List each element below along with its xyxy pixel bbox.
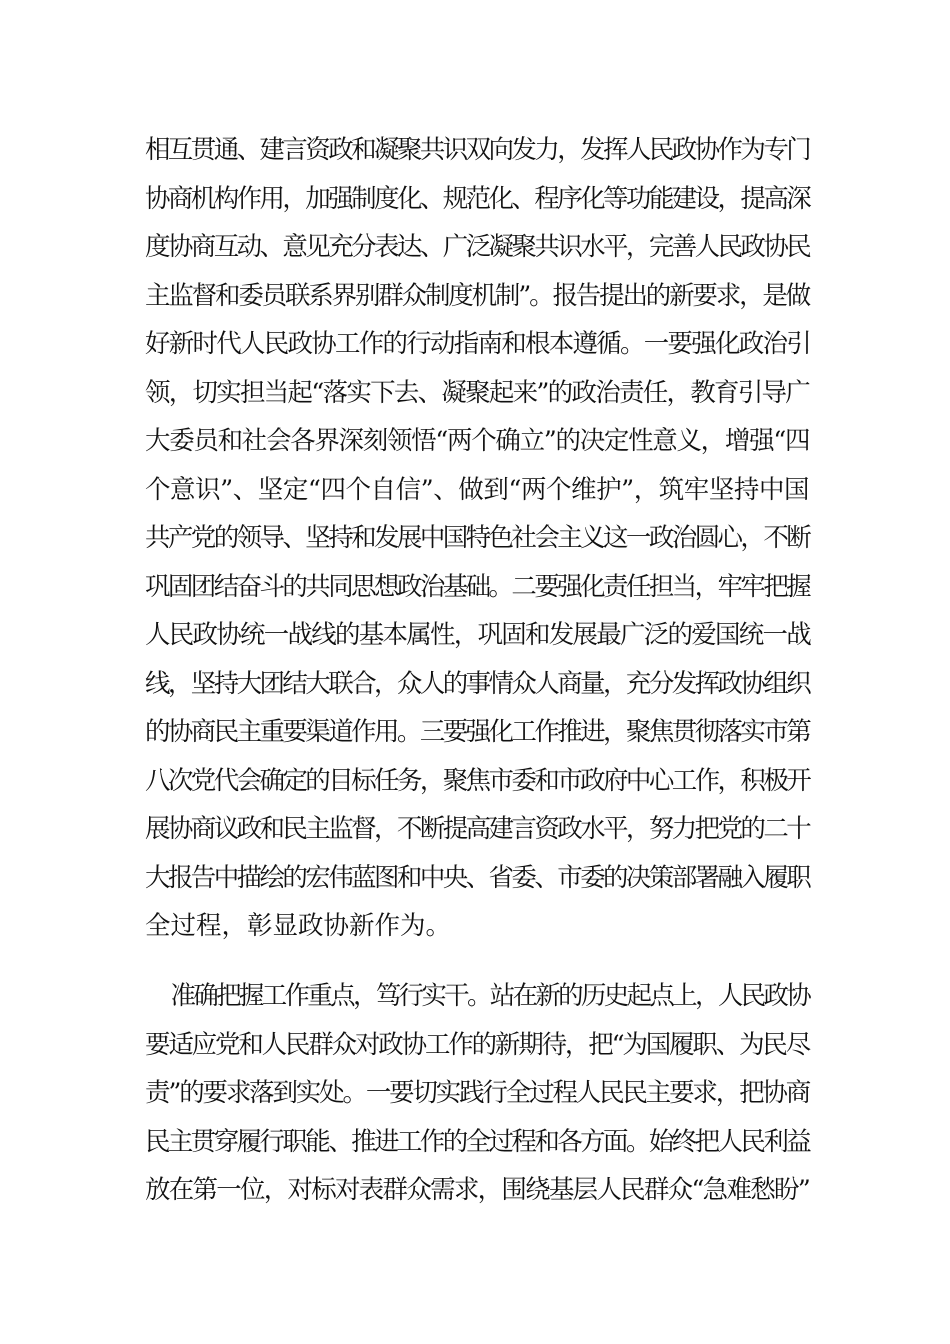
paragraph-line: 民主贯穿履行职能、推进工作的全过程和各方面。始终把人民利益: [145, 1126, 809, 1157]
paragraph-line: 准确把握工作重点，笃行实干。站在新的历史起点上，人民政协: [170, 981, 809, 1011]
paragraph-line: 人民政协统一战线的基本属性，巩固和发展最广泛的爱国统一战: [145, 620, 811, 650]
paragraph-line: 共产党的领导、坚持和发展中国特色社会主义这一政治圆心，不断: [145, 523, 809, 553]
paragraph-2: [145, 972, 809, 1215]
paragraph-line: 好新时代人民政协工作的行动指南和根本遵循。一要强化政治引: [145, 329, 811, 359]
paragraph-line: 相互贯通、建言资政和凝聚共识双向发力，发挥人民政协作为专门: [145, 135, 809, 165]
paragraph-line: 领，切实担当起“落实下去、凝聚起来”的政治责任，教育引导广: [145, 377, 809, 408]
paragraph-line: 放在第一位，对标对表群众需求，围绕基层人民群众“急难愁盼”: [145, 1175, 809, 1205]
paragraph-line: 展协商议政和民主监督，不断提高建言资政水平，努力把党的二十: [145, 814, 809, 844]
paragraph-line: 责”的要求落到实处。一要切实践行全过程人民民主要求，把协商: [145, 1078, 809, 1108]
paragraph-line: 主监督和委员联系界别群众制度机制”。报告提出的新要求，是做: [145, 280, 809, 311]
paragraph-line: 巩固团结奋斗的共同思想政治基础。二要强化责任担当，牢牢把握: [145, 571, 809, 602]
paragraph-line: 个意识”、坚定“四个自信”、做到“两个维护”，筑牢坚持中国: [145, 474, 809, 505]
paragraph-line: 八次党代会确定的目标任务，聚焦市委和市政府中心工作，积极开: [145, 765, 809, 796]
paragraph-line: 度协商互动、意见充分表达、广泛凝聚共识水平，完善人民政协民: [145, 232, 809, 262]
paragraph-1: [145, 126, 809, 951]
paragraph-line: 线，坚持大团结大联合，众人的事情众人商量，充分发挥政协组织: [145, 668, 809, 699]
paragraph-line: 大报告中描绘的宏伟蓝图和中央、省委、市委的决策部署融入履职: [145, 862, 809, 893]
paragraph-line: 的协商民主重要渠道作用。三要强化工作推进，聚焦贯彻落实市第: [145, 717, 809, 747]
paragraph-line: 协商机构作用，加强制度化、规范化、程序化等功能建设，提高深: [145, 183, 809, 214]
paragraph-line: 要适应党和人民群众对政协工作的新期待，把“为国履职、为民尽: [145, 1029, 809, 1060]
paragraph-line: 大委员和社会各界深刻领悟“两个确立”的决定性意义，增强“四: [145, 426, 809, 456]
paragraph-line: 全过程，彰显政协新作为。: [145, 911, 452, 941]
